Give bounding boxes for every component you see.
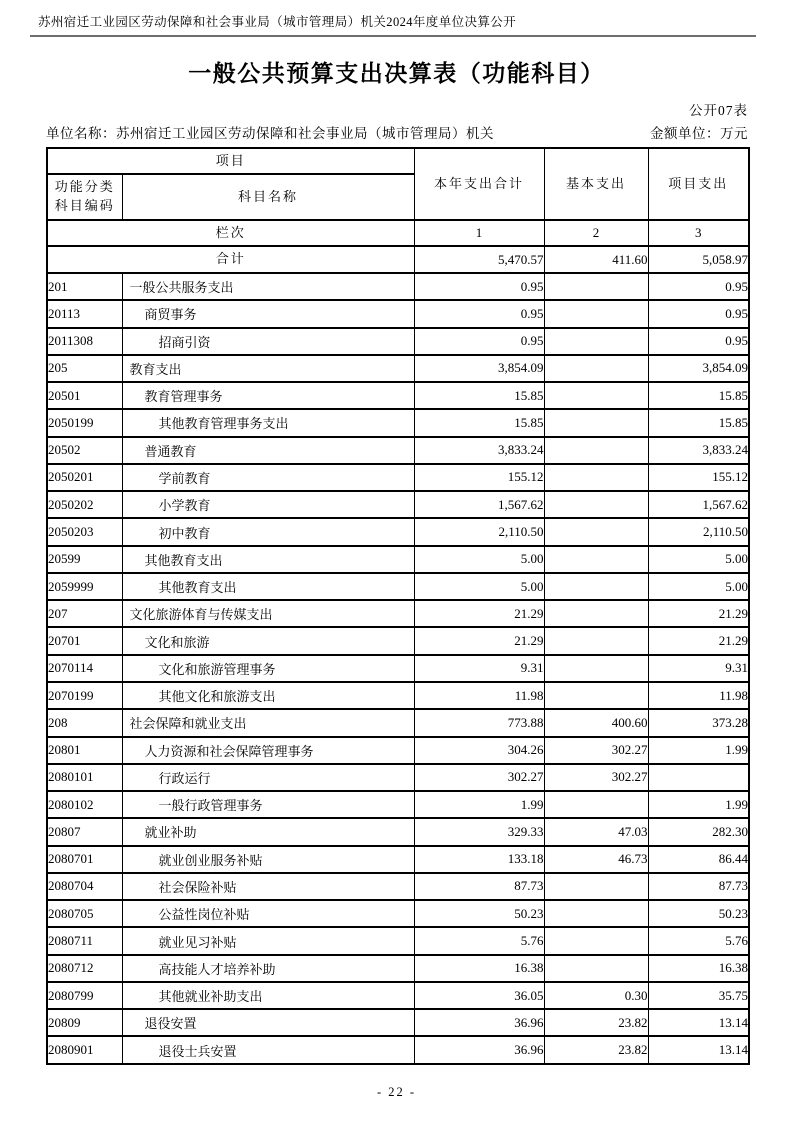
row-project-cell: 21.29 — [648, 627, 749, 654]
table-row — [47, 546, 749, 573]
header-col-project: 项目支出 — [648, 148, 749, 220]
row-basic-cell — [544, 600, 648, 627]
row-total-cell: 21.29 — [414, 600, 544, 627]
row-name-cell: 招商引资 — [122, 328, 414, 355]
row-code-cell: 2080701 — [47, 846, 122, 873]
page-title: 一般公共预算支出决算表（功能科目） — [188, 61, 605, 86]
table-row — [47, 900, 749, 927]
row-name-cell: 其他教育管理事务支出 — [122, 409, 414, 436]
unit-name-value: 苏州宿迁工业园区劳动保障和社会事业局（城市管理局）机关 — [116, 126, 494, 141]
row-code-cell: 2080711 — [47, 927, 122, 954]
row-code-cell: 2050201 — [47, 464, 122, 491]
row-basic-cell: 46.73 — [544, 846, 648, 873]
grand-total-label: 合计 — [47, 246, 414, 273]
table-row — [47, 382, 749, 409]
row-name-cell: 人力资源和社会保障管理事务 — [122, 737, 414, 764]
table-row — [47, 355, 749, 382]
header-code-line1: 功能分类 — [54, 179, 115, 195]
row-name-cell: 文化和旅游 — [122, 627, 414, 654]
amount-unit: 金额单位：万元 — [650, 126, 748, 141]
row-project-cell: 50.23 — [648, 900, 749, 927]
row-name-cell: 就业创业服务补贴 — [122, 846, 414, 873]
row-code-cell: 2080102 — [47, 791, 122, 818]
row-basic-cell — [544, 328, 648, 355]
row-code-cell: 2059999 — [47, 573, 122, 600]
row-project-cell: 155.12 — [648, 464, 749, 491]
row-total-cell: 50.23 — [414, 900, 544, 927]
table-row — [47, 300, 749, 327]
table-row — [47, 573, 749, 600]
row-basic-cell: 23.82 — [544, 1009, 648, 1036]
row-name-cell: 退役士兵安置 — [122, 1036, 414, 1063]
row-name-cell: 其他教育支出 — [122, 546, 414, 573]
row-total-cell: 21.29 — [414, 627, 544, 654]
lanci-label: 栏次 — [47, 220, 414, 246]
row-basic-cell: 302.27 — [544, 737, 648, 764]
row-total-cell: 0.95 — [414, 328, 544, 355]
table-number: 公开07表 — [689, 103, 748, 118]
row-project-cell: 35.75 — [648, 982, 749, 1009]
row-project-cell: 0.95 — [648, 300, 749, 327]
row-project-cell: 15.85 — [648, 382, 749, 409]
grand-total-total: 5,470.57 — [414, 246, 544, 273]
row-total-cell: 15.85 — [414, 409, 544, 436]
row-code-cell: 2080704 — [47, 873, 122, 900]
row-code-cell: 2011308 — [47, 328, 122, 355]
row-name-cell: 公益性岗位补贴 — [122, 900, 414, 927]
table-row — [47, 409, 749, 436]
row-total-cell: 2,110.50 — [414, 518, 544, 545]
row-project-cell: 11.98 — [648, 682, 749, 709]
row-code-cell: 20599 — [47, 546, 122, 573]
row-project-cell: 5.00 — [648, 546, 749, 573]
row-name-cell: 其他就业补助支出 — [122, 982, 414, 1009]
row-total-cell: 16.38 — [414, 955, 544, 982]
table-row — [47, 491, 749, 518]
row-total-cell: 1.99 — [414, 791, 544, 818]
row-basic-cell — [544, 273, 648, 300]
row-project-cell: 1,567.62 — [648, 491, 749, 518]
row-project-cell: 5.76 — [648, 927, 749, 954]
grand-total-row — [47, 246, 749, 273]
row-project-cell: 282.30 — [648, 818, 749, 845]
row-code-cell: 205 — [47, 355, 122, 382]
row-project-cell: 2,110.50 — [648, 518, 749, 545]
table-row — [47, 464, 749, 491]
row-code-cell: 2070114 — [47, 655, 122, 682]
row-code-cell: 207 — [47, 600, 122, 627]
row-code-cell: 2080799 — [47, 982, 122, 1009]
row-name-cell: 一般行政管理事务 — [122, 791, 414, 818]
row-total-cell: 5.00 — [414, 546, 544, 573]
table-row — [47, 437, 749, 464]
table-row — [47, 518, 749, 545]
row-name-cell: 教育管理事务 — [122, 382, 414, 409]
table-row — [47, 1009, 749, 1036]
row-basic-cell — [544, 873, 648, 900]
row-code-cell: 20501 — [47, 382, 122, 409]
row-basic-cell — [544, 409, 648, 436]
row-basic-cell: 0.30 — [544, 982, 648, 1009]
row-total-cell: 302.27 — [414, 764, 544, 791]
column-index-row — [47, 220, 749, 246]
table-row — [47, 273, 749, 300]
row-code-cell: 20113 — [47, 300, 122, 327]
row-basic-cell: 47.03 — [544, 818, 648, 845]
row-project-cell: 373.28 — [648, 709, 749, 736]
row-name-cell: 商贸事务 — [122, 300, 414, 327]
row-project-cell: 3,854.09 — [648, 355, 749, 382]
table-row — [47, 737, 749, 764]
row-total-cell: 329.33 — [414, 818, 544, 845]
row-basic-cell — [544, 355, 648, 382]
column-index-3: 3 — [648, 220, 749, 246]
row-code-cell: 20807 — [47, 818, 122, 845]
table-row — [47, 655, 749, 682]
table-row — [47, 818, 749, 845]
column-index-1: 1 — [414, 220, 544, 246]
table-row — [47, 982, 749, 1009]
header-code-line2: 科目编码 — [54, 198, 115, 213]
row-total-cell: 11.98 — [414, 682, 544, 709]
row-total-cell: 1,567.62 — [414, 491, 544, 518]
table-row — [47, 927, 749, 954]
row-name-cell: 学前教育 — [122, 464, 414, 491]
row-basic-cell — [544, 955, 648, 982]
row-name-cell: 文化旅游体育与传媒支出 — [122, 600, 414, 627]
table-row — [47, 600, 749, 627]
table-row — [47, 873, 749, 900]
table-row — [47, 955, 749, 982]
row-code-cell: 20701 — [47, 627, 122, 654]
row-name-cell: 社会保障和就业支出 — [122, 709, 414, 736]
row-name-cell: 文化和旅游管理事务 — [122, 655, 414, 682]
row-project-cell: 0.95 — [648, 328, 749, 355]
row-name-cell: 其他教育支出 — [122, 573, 414, 600]
header-subject-name: 科目名称 — [122, 174, 414, 220]
row-project-cell: 1.99 — [648, 737, 749, 764]
running-header: 苏州宿迁工业园区劳动保障和社会事业局（城市管理局）机关2024年度单位决算公开 — [30, 10, 756, 37]
row-total-cell: 5.00 — [414, 573, 544, 600]
row-total-cell: 773.88 — [414, 709, 544, 736]
row-name-cell: 小学教育 — [122, 491, 414, 518]
row-name-cell: 就业见习补贴 — [122, 927, 414, 954]
row-project-cell: 5.00 — [648, 573, 749, 600]
row-code-cell: 20801 — [47, 737, 122, 764]
row-basic-cell — [544, 573, 648, 600]
row-project-cell: 13.14 — [648, 1036, 749, 1063]
table-row — [47, 709, 749, 736]
row-basic-cell — [544, 464, 648, 491]
grand-total-project: 5,058.97 — [648, 246, 749, 273]
column-index-2: 2 — [544, 220, 648, 246]
row-code-cell: 201 — [47, 273, 122, 300]
row-project-cell: 16.38 — [648, 955, 749, 982]
row-code-cell: 2050202 — [47, 491, 122, 518]
row-total-cell: 155.12 — [414, 464, 544, 491]
row-code-cell: 20809 — [47, 1009, 122, 1036]
row-basic-cell — [544, 437, 648, 464]
row-name-cell: 就业补助 — [122, 818, 414, 845]
row-basic-cell — [544, 491, 648, 518]
row-code-cell: 208 — [47, 709, 122, 736]
row-code-cell: 2080101 — [47, 764, 122, 791]
row-basic-cell — [544, 518, 648, 545]
row-name-cell: 普通教育 — [122, 437, 414, 464]
row-basic-cell — [544, 900, 648, 927]
row-total-cell: 87.73 — [414, 873, 544, 900]
row-basic-cell: 23.82 — [544, 1036, 648, 1063]
row-basic-cell: 400.60 — [544, 709, 648, 736]
row-total-cell: 36.96 — [414, 1036, 544, 1063]
row-name-cell: 行政运行 — [122, 764, 414, 791]
row-total-cell: 0.95 — [414, 300, 544, 327]
row-project-cell: 13.14 — [648, 1009, 749, 1036]
row-basic-cell — [544, 927, 648, 954]
unit-name-label: 单位名称： — [46, 126, 116, 141]
header-code — [47, 174, 122, 220]
row-project-cell: 0.95 — [648, 273, 749, 300]
row-total-cell: 3,833.24 — [414, 437, 544, 464]
row-project-cell: 21.29 — [648, 600, 749, 627]
row-total-cell: 133.18 — [414, 846, 544, 873]
row-basic-cell — [544, 655, 648, 682]
row-code-cell: 20502 — [47, 437, 122, 464]
row-project-cell: 9.31 — [648, 655, 749, 682]
row-name-cell: 初中教育 — [122, 518, 414, 545]
row-total-cell: 0.95 — [414, 273, 544, 300]
row-code-cell: 2080705 — [47, 900, 122, 927]
row-project-cell: 1.99 — [648, 791, 749, 818]
row-basic-cell — [544, 791, 648, 818]
row-name-cell: 退役安置 — [122, 1009, 414, 1036]
grand-total-basic: 411.60 — [544, 246, 648, 273]
row-code-cell: 2050203 — [47, 518, 122, 545]
table-row — [47, 627, 749, 654]
row-total-cell: 36.96 — [414, 1009, 544, 1036]
table-row — [47, 764, 749, 791]
row-project-cell: 15.85 — [648, 409, 749, 436]
unit-name — [46, 122, 494, 142]
table-row — [47, 791, 749, 818]
row-project-cell: 86.44 — [648, 846, 749, 873]
row-code-cell: 2050199 — [47, 409, 122, 436]
row-basic-cell — [544, 300, 648, 327]
header-row-project — [47, 148, 749, 174]
table-row — [47, 1036, 749, 1063]
table-body — [47, 273, 749, 1064]
row-name-cell: 社会保险补贴 — [122, 873, 414, 900]
row-total-cell: 9.31 — [414, 655, 544, 682]
row-basic-cell — [544, 546, 648, 573]
row-basic-cell — [544, 682, 648, 709]
row-project-cell: 87.73 — [648, 873, 749, 900]
table-row — [47, 328, 749, 355]
row-name-cell: 一般公共服务支出 — [122, 273, 414, 300]
header-project-group: 项目 — [47, 148, 414, 174]
budget-table — [46, 147, 750, 1065]
row-total-cell: 304.26 — [414, 737, 544, 764]
row-project-cell — [648, 764, 749, 791]
row-name-cell: 高技能人才培养补助 — [122, 955, 414, 982]
page-number: - 22 - — [376, 1085, 417, 1099]
table-row — [47, 846, 749, 873]
row-name-cell: 教育支出 — [122, 355, 414, 382]
row-code-cell: 2080901 — [47, 1036, 122, 1063]
row-total-cell: 5.76 — [414, 927, 544, 954]
row-code-cell: 2070199 — [47, 682, 122, 709]
row-basic-cell — [544, 382, 648, 409]
header-col-total: 本年支出合计 — [414, 148, 544, 220]
row-total-cell: 36.05 — [414, 982, 544, 1009]
row-basic-cell — [544, 627, 648, 654]
row-total-cell: 3,854.09 — [414, 355, 544, 382]
table-row — [47, 682, 749, 709]
row-project-cell: 3,833.24 — [648, 437, 749, 464]
row-name-cell: 其他文化和旅游支出 — [122, 682, 414, 709]
row-basic-cell: 302.27 — [544, 764, 648, 791]
row-total-cell: 15.85 — [414, 382, 544, 409]
header-col-basic: 基本支出 — [544, 148, 648, 220]
row-code-cell: 2080712 — [47, 955, 122, 982]
meta-row — [46, 122, 748, 142]
